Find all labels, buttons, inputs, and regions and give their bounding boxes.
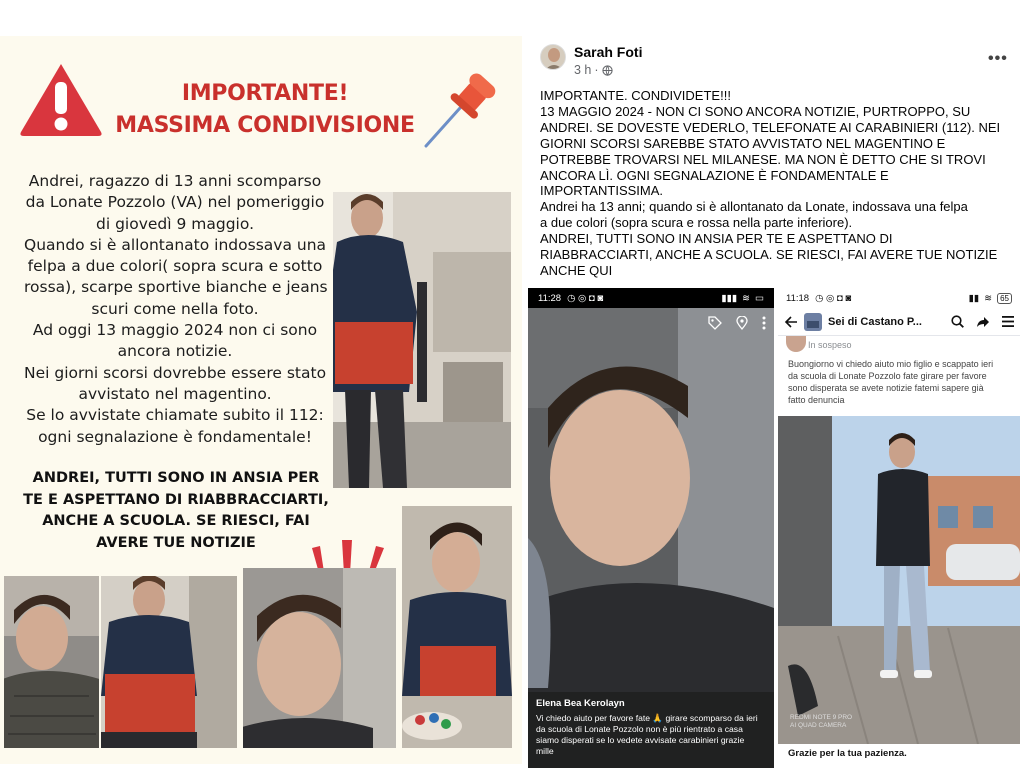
pending-status: In sospeso <box>808 340 852 350</box>
watermark-line2: AI QUAD CAMERA <box>790 722 847 729</box>
post-meta <box>574 63 613 77</box>
photo-boy-closeup-jacket <box>4 576 99 748</box>
flyer-body-text <box>24 171 326 448</box>
back-arrow-icon[interactable] <box>784 315 798 329</box>
flyer-body-line: Se lo avvistate chiamate subito il 112: <box>26 406 324 425</box>
flyer-cta-line: ANCHE A SCUOLA. SE RIESCI, FAI <box>42 513 310 529</box>
signal-icon: ▮▮▮ <box>721 292 738 304</box>
post-text-line: ANCHE QUI <box>540 262 613 278</box>
wifi-icon: ≋ <box>984 292 993 304</box>
missing-person-flyer <box>0 36 522 764</box>
group-post-line: fatto denuncia <box>788 395 845 405</box>
group-post-line: da scuola di Lonate Pozzolo fate girare per favore <box>788 371 987 381</box>
photo-boy-hoodie <box>101 576 237 748</box>
flyer-body-line: ogni segnalazione è fondamentale! <box>38 427 312 446</box>
post-text-line: 13 MAGGIO 2024 - NON CI SONO ANCORA NOTIZIE, PURTROPPO, SU <box>540 103 971 119</box>
flyer-body-line: Quando si è allontanato indossava una <box>24 235 327 254</box>
flyer-cta-line: AVERE TUE NOTIZIE <box>96 534 256 551</box>
post-author-name[interactable]: Sarah Foti <box>574 44 643 60</box>
status-notification-icons: ◷ ◎ ◘ ◙ <box>815 292 852 304</box>
menu-icon[interactable] <box>1002 316 1014 327</box>
pushpin-icon <box>420 62 510 152</box>
post-text-line: ANDREI, TUTTI SONO IN ANSIA PER TE E ASPETTANO DI <box>540 231 893 247</box>
group-thumbnail[interactable] <box>804 313 822 331</box>
status-bar <box>778 288 1020 308</box>
meta-separator: · <box>594 63 599 77</box>
caption-line: siamo disperati se lo vedete avvisate carabinieri grazie <box>536 735 745 745</box>
flyer-title <box>110 78 420 142</box>
flyer-body-line: da Lonate Pozzolo (VA) nel pomeriggio <box>25 193 325 212</box>
poster-avatar <box>786 336 806 352</box>
caption-line: Vi chiedo aiuto per favore fate 🙏 girare scomparso da ieri <box>536 713 758 723</box>
thanks-message: Grazie per la tua pazienza. <box>788 748 907 759</box>
warning-triangle-icon <box>18 60 104 138</box>
post-text-line: ANDREI. SE DOVESTE VEDERLO, TELEFONATE AI CARABINIERI (112). NEI <box>540 119 1001 135</box>
facebook-post <box>528 36 1020 768</box>
search-icon[interactable] <box>951 315 964 328</box>
viewer-toolbar <box>708 316 766 330</box>
flyer-body-line: Nei giorni scorsi dovrebbe essere stato <box>24 363 327 382</box>
phone-screenshot-photo-viewer[interactable] <box>528 288 774 768</box>
camera-watermark <box>790 714 852 730</box>
photo-caption <box>528 692 774 768</box>
status-time: 11:18 <box>786 292 810 304</box>
flyer-body-line: rossa), scarpe sportive bianche e jeans <box>24 278 328 297</box>
post-text-line: Andrei ha 13 anni; quando si è allontanato da Lonate, indossava una felpa <box>540 199 968 215</box>
photo-boy-standing <box>333 192 511 488</box>
flyer-title-line2: MASSIMA CONDIVISIONE <box>115 113 415 138</box>
flyer-cta-line: TE E ASPETTANO DI RIABBRACCIARTI, <box>23 491 329 508</box>
photo-boy-selfie <box>243 568 396 748</box>
post-text-line: ANCORA LÌ. OGNI SEGNALAZIONE È FONDAMENTALE E <box>540 167 889 183</box>
location-pin-icon[interactable] <box>736 316 748 330</box>
tag-icon[interactable] <box>708 316 722 330</box>
caption-line: da scuola di Lonate Pozzolo non è più rientrato a casa <box>536 724 743 734</box>
flyer-body-line: Ad oggi 13 maggio 2024 non ci sono <box>32 321 318 340</box>
caption-line: mille <box>536 746 554 756</box>
kebab-menu-icon[interactable] <box>762 316 766 330</box>
flyer-body-line: Andrei, ragazzo di 13 anni scomparso <box>28 172 322 190</box>
battery-level: 65 <box>997 293 1012 304</box>
flyer-title-line1: IMPORTANTE! <box>181 81 349 106</box>
more-options-button[interactable]: ••• <box>988 50 1008 67</box>
group-app-bar <box>778 308 1020 336</box>
battery-icon: ▭ <box>755 292 764 304</box>
flyer-body-line: avvistato nel magentino. <box>78 384 272 403</box>
share-icon[interactable] <box>976 316 990 328</box>
post-text-line: IMPORTANTISSIMA. <box>540 183 664 199</box>
signal-icon: ▮▮ <box>968 292 980 304</box>
flyer-cta-line: ANDREI, TUTTI SONO IN ANSIA PER <box>32 470 320 486</box>
post-text-line: GIORNI SCORSI SAREBBE STATO AVVISTATO NEL MAGENTINO E <box>540 135 946 151</box>
globe-icon <box>602 65 613 76</box>
post-time[interactable]: 3 h <box>574 63 592 77</box>
post-text-line: a due colori (sopra scura e rossa nella parte inferiore). <box>540 215 853 231</box>
group-post-photo[interactable] <box>778 416 1020 744</box>
caption-text <box>536 713 766 757</box>
flyer-body-line: ancora notizie. <box>117 342 233 361</box>
post-text-line: POTREBBE TROVARSI NEL MILANESE. MA NON È DETTO CHE SI TROVI <box>540 151 986 167</box>
author-avatar[interactable] <box>540 44 566 70</box>
post-text <box>540 88 1018 279</box>
group-post-line: Buongiorno vi chiedo aiuto mio figlio e scappato ieri <box>788 359 994 369</box>
flyer-body-line: di giovedì 9 maggio. <box>96 214 254 233</box>
watermark-line1: REDMI NOTE 9 PRO <box>790 714 853 721</box>
photo-boy-smiling <box>402 506 512 748</box>
status-time: 11:28 <box>538 292 562 304</box>
status-notification-icons: ◷ ◎ ◘ ◙ <box>567 292 604 304</box>
post-text-line: IMPORTANTE. CONDIVIDETE!!! <box>540 88 731 103</box>
group-name[interactable]: Sei di Castano P... <box>828 315 922 328</box>
group-post-text <box>788 358 1018 406</box>
status-bar <box>528 288 774 308</box>
group-post-line: sono disperata se avete notizie fatemi sapere già <box>788 383 984 393</box>
flyer-body-line: scuri come nella foto. <box>91 299 259 318</box>
post-text-line: RIABBRACCIARTI, ANCHE A SCUOLA. SE RIESCI, FAI AVERE TUE NOTIZIE <box>540 247 998 263</box>
caption-author[interactable]: Elena Bea Kerolayn <box>536 698 625 709</box>
wifi-icon: ≋ <box>742 292 751 304</box>
flyer-call-to-action <box>20 468 332 554</box>
flyer-body-line: felpa a due colori( sopra scura e sotto <box>27 257 323 276</box>
phone-screenshot-group-post[interactable] <box>778 288 1020 768</box>
